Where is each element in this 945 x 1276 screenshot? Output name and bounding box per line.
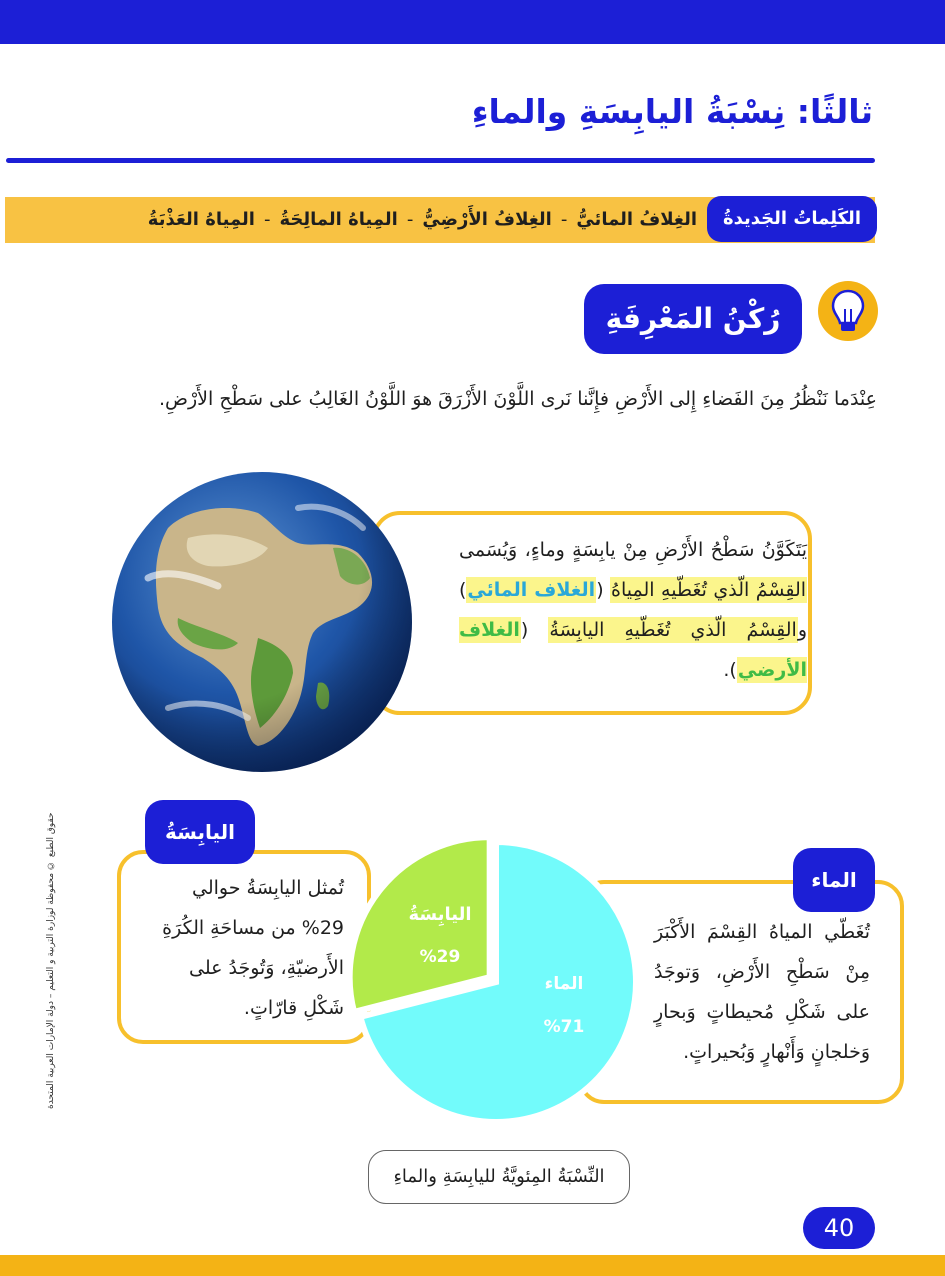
title-divider — [6, 158, 875, 163]
land-description: تُمثل اليابِسَةُ حوالي 29% من مساحَةِ الكُرَةِ الأَرضيّةِ، وَتُوجَدُ على شَكْلِ قارّاتٍ. — [162, 877, 344, 1019]
pie-value-land: %29 — [419, 947, 461, 967]
page-number: 40 — [803, 1207, 875, 1249]
pie-label-land: اليابِسَةُ — [408, 904, 472, 925]
earth-globe-image — [108, 468, 416, 780]
vocab-word: الغِلافُ الأَرْضِيُّ — [422, 209, 552, 230]
term-lithosphere: الغلاف الأرضي — [459, 619, 807, 681]
knowledge-corner-title: رُكْنُ المَعْرِفَةِ — [584, 284, 802, 354]
pie-label-water: الماء — [544, 974, 584, 994]
page-title: ثالثًا: نِسْبَةُ اليابِسَةِ والماءِ — [471, 92, 873, 131]
highlight-water-part: القِسْمُ الّذي تُغَطّيهِ المِياهُ — [611, 579, 807, 601]
chart-caption: النِّسْبَةُ المِئويَّةُ لليابِسَةِ والماءِ — [368, 1150, 630, 1204]
land-label: اليابِسَةُ — [145, 800, 255, 864]
vocab-word: المِياهُ المالِحَةُ — [279, 209, 398, 230]
term-hydrosphere: الغلاف المائي — [467, 579, 596, 601]
highlight-land-part: القِسْمُ الّذي تُغَطّيهِ اليابِسَةُ — [549, 619, 797, 641]
vocab-separator: - — [406, 209, 414, 230]
water-description: تُغَطّي المياهُ القِسْمَ الأَكْبَرَ مِنْ سَطْحِ الأَرْضِ، وَتوجَدُ على شَكْلِ مُحيطاتٍ وَبحارٍ وَخلجانٍ وَأَنْهارٍ وَبُحيراتٍ. — [654, 921, 870, 1063]
vocab-separator: - — [560, 209, 568, 230]
intro-paragraph: عِنْدَما نَنْظُرُ مِنَ الفَضاءِ إِلى الأَرْضِ فإِنَّنا نَرى اللَّوْنَ الأَزْرَقَ هوَ اللَّوْنُ الغَالِبُ على سَطْحِ الأَرْضِ. — [158, 388, 877, 410]
new-words-label: الكَلِماتُ الجَديدةُ — [707, 196, 877, 242]
lightbulb-icon — [818, 281, 878, 341]
bottom-bar — [0, 1255, 945, 1276]
copyright-note: حقوق الطبع © محفوظة لوزارة التربية و التعليم – دولة الإمارات العربية المتحدة — [46, 812, 56, 1109]
vocab-separator: - — [263, 209, 271, 230]
pie-value-water: %71 — [543, 1017, 585, 1037]
earth-description: يَتَكَوَّنُ سَطْحُ الأَرْضِ مِنْ يابِسَةٍ وماءٍ، وَيُسَمى القِسْمُ الّذي تُغَطّيهِ المِياهُ (الغلاف المائي) والقِسْمُ الّذي تُغَطّيهِ اليابِسَةُ (الغلاف الأرضي). — [459, 539, 808, 681]
top-bar — [0, 0, 945, 44]
land-water-pie-chart — [346, 832, 646, 1136]
water-label: الماء — [793, 848, 875, 912]
vocab-word: الغِلافُ المائيُّ — [576, 209, 697, 230]
new-words-list — [148, 197, 697, 243]
vocab-word: المِياهُ العَذْبَةُ — [147, 209, 255, 230]
